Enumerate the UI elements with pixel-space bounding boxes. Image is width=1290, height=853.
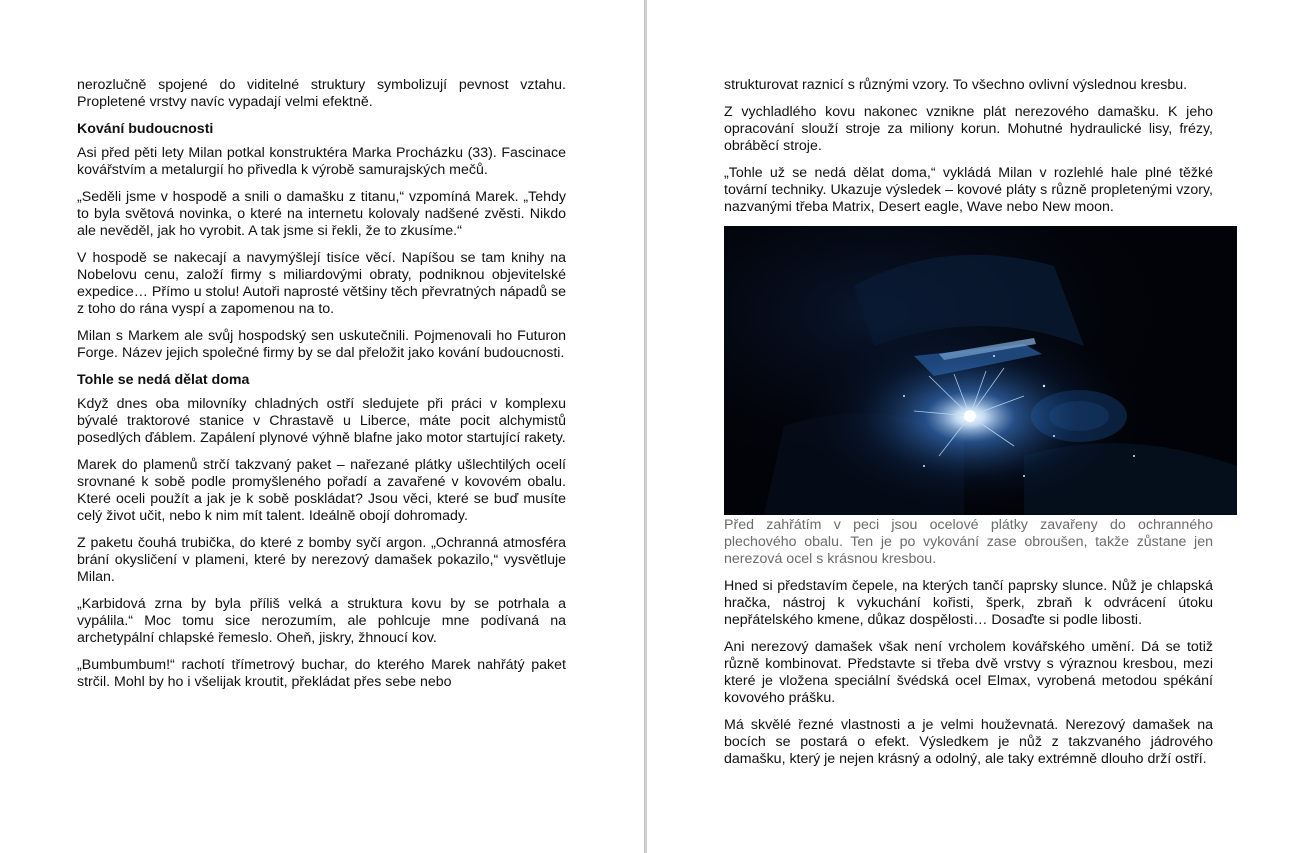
paragraph: Asi před pěti lety Milan potkal konstruktéra Marka Procházku (33). Fascinace kovářstvím a metalurgií ho přivedla k výrobě samurajských mečů. <box>77 145 566 178</box>
left-text-column <box>77 77 566 701</box>
paragraph: nerozlučně spojené do viditelné struktury symbolizují pevnost vztahu. Propletené vrstvy navíc vypadají velmi efektně. <box>77 77 566 110</box>
paragraph: Hned si představím čepele, na kterých tančí paprsky slunce. Nůž je chlapská hračka, nástroj k vykuchání kořisti, šperk, zbraň k odvrácení útoku nepřátelského kmene, důkaz dospělosti… Dosaďte si podle libosti. <box>724 578 1213 628</box>
left-page <box>0 0 644 853</box>
section-heading: Kování budoucnosti <box>77 121 214 137</box>
photo-caption: Před zahřátím v peci jsou ocelové plátky zavařeny do ochranného plechového obalu. Ten je po vykování zase obroušen, takže zůstane jen nerezová ocel s krásnou kresbou. <box>724 517 1213 567</box>
paragraph: „Tohle už se nedá dělat doma,“ vykládá Milan v rozlehlé hale plné těžké tovární techniky. Ukazuje výsledek – kovové pláty s různě propletenými vzory, nazvanými třeba Matrix, Desert eagle, Wave nebo New moon. <box>724 165 1213 215</box>
paragraph: „Bumbumbum!“ rachotí třímetrový buchar, do kterého Marek nahřátý paket strčil. Mohl by ho i všelijak kroutit, překládat přes sebe nebo <box>77 657 566 690</box>
paragraph: Z paketu čouhá trubička, do které z bomby syčí argon. „Ochranná atmosféra brání okysličení v plameni, které by nerezový damašek pokazilo,“ vysvětluje Milan. <box>77 535 566 585</box>
paragraph: Má skvělé řezné vlastnosti a je velmi houževnatá. Nerezový damašek na bocích se postará o efekt. Výsledkem je nůž z takzvaného jádrového damašku, který je nejen krásný a odolný, ale taky extrémně dlouho drží ostří. <box>724 717 1213 767</box>
paragraph: „Seděli jsme v hospodě a snili o damašku z titanu,“ vzpomíná Marek. „Tehdy to byla světová novinka, o které na internetu kolovaly nadšené zvěsti. Nikdo ale nevěděl, jak ho vyrobit. A tak jsme si řekli, že to zkusíme.“ <box>77 189 566 239</box>
welding-photo <box>724 226 1237 515</box>
paragraph: Z vychladlého kovu nakonec vznikne plát nerezového damašku. K jeho opracování slouží stroje za miliony korun. Mohutné hydraulické lisy, frézy, obráběcí stroje. <box>724 104 1213 154</box>
right-text-column <box>724 77 1213 778</box>
paragraph: Ani nerezový damašek však není vrcholem kovářského umění. Dá se totiž různě kombinovat. Představte si třeba dvě vrstvy s výraznou kresbou, mezi které je vložena speciální švédská ocel Elmax, vyrobená metodou spékání kovového prášku. <box>724 639 1213 706</box>
paragraph: Když dnes oba milovníky chladných ostří sledujete při práci v komplexu bývalé traktorové stanice v Chrastavě u Liberce, máte pocit alchymistů posedlých ďáblem. Zapálení plynové výhně blafne jako motor startující rakety. <box>77 396 566 446</box>
paragraph: V hospodě se nakecají a navymýšlejí tisíce věcí. Napíšou se tam knihy na Nobelovu cenu, založí firmy s miliardovými obraty, podniknou objevitelské expedice… Přímo u stolu! Autoři naprosté většiny těch převratných nápadů se z toho do rána vyspí a zapomenou na to. <box>77 250 566 317</box>
paragraph: strukturovat raznicí s různými vzory. To všechno ovlivní výslednou kresbu. <box>724 77 1188 93</box>
paragraph: Marek do plamenů strčí takzvaný paket – nařezané plátky ušlechtilých ocelí srovnané k sobě podle promyšleného pořadí a zavařené v kovovém obalu. Které oceli použít a jak je k sobě poskládat? Jsou věci, které se buď musíte celý život učit, nebo k nim mít talent. Ideálně obojí dohromady. <box>77 457 566 524</box>
paragraph: „Karbidová zrna by byla příliš velká a struktura kovu by se potrhala a vypálila.“ Moc tomu sice nerozumím, ale pohlcuje mne podívaná na archetypální chlapské řemeslo. Oheň, jiskry, žhnoucí kov. <box>77 596 566 646</box>
paragraph: Milan s Markem ale svůj hospodský sen uskutečnili. Pojmenovali ho Futuron Forge. Název jejich společné firmy by se dal přeložit jako kování budoucnosti. <box>77 328 566 361</box>
section-heading: Tohle se nedá dělat doma <box>77 372 250 388</box>
right-page <box>647 0 1290 853</box>
